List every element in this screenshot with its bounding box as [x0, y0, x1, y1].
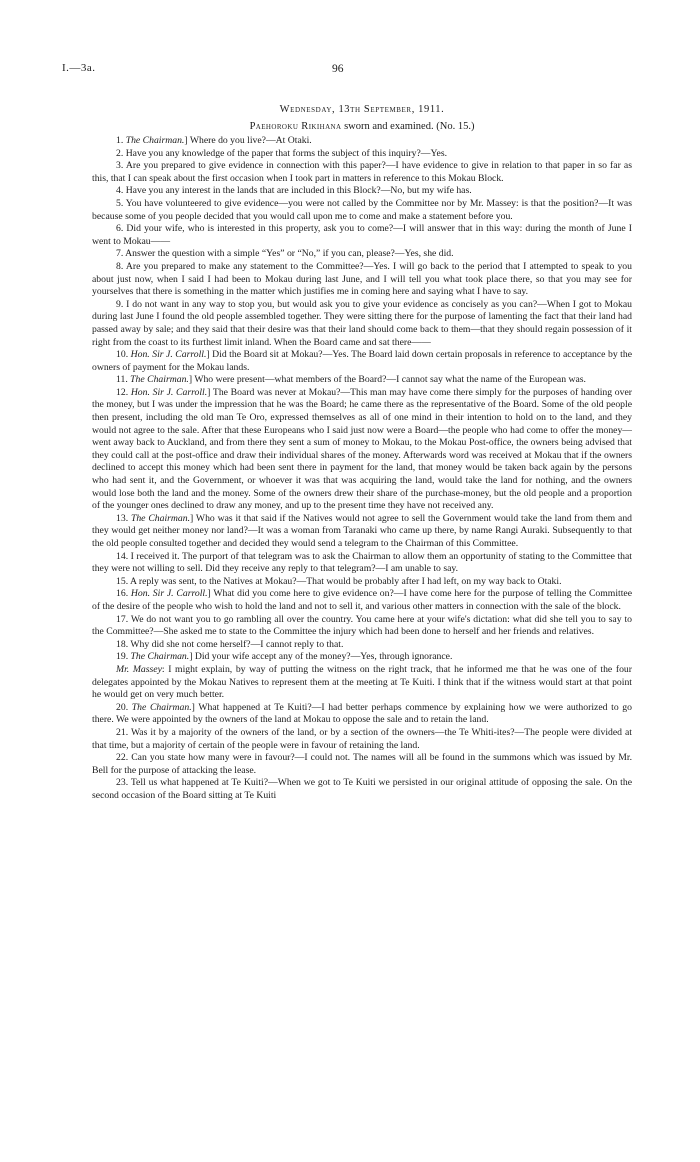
- question-number: 23.: [116, 777, 131, 789]
- question-paragraph: [92, 148, 632, 161]
- question-number: 17.: [116, 613, 131, 625]
- question-number: 20.: [116, 701, 132, 713]
- question-text: Are you prepared to make any statement to the Committee?—Yes. I will go back to the period that I attempted to speak to you about just now, when I said I had been to Mokau during last June, and I will tell you what took place there, so that you may see for yourselves that there is something in the matter which justifies me in coming here and saying what I have to say.: [92, 260, 632, 298]
- question-paragraph: [92, 135, 632, 148]
- question-paragraph: [92, 513, 632, 551]
- question-text: Can you state how many were in favour?—I could not. The names will all be found in the summons which was issued by Mr. Bell for the purpose of attacking the lease.: [92, 752, 633, 776]
- question-text: Answer the question with a simple “Yes” or “No,” if you can, please?—Yes, she did.: [125, 248, 454, 260]
- question-paragraph: [92, 576, 632, 589]
- question-paragraph: [92, 727, 632, 752]
- question-number: 9.: [116, 298, 127, 310]
- question-text: Have you any interest in the lands that are included in this Block?—No, but my wife has.: [125, 185, 472, 197]
- document-reference: I.—3a.: [62, 62, 96, 74]
- question-number: 7.: [116, 248, 126, 260]
- question-number: 3.: [116, 160, 126, 172]
- question-paragraph: [92, 651, 632, 664]
- question-number: 8.: [116, 260, 126, 272]
- question-number: 21.: [116, 726, 131, 738]
- question-paragraph: [92, 198, 632, 223]
- document-body: [92, 103, 632, 802]
- question-paragraph: [92, 664, 632, 702]
- question-number: 10.: [116, 349, 131, 361]
- question-text: Did your wife, who is interested in this property, ask you to come?—I will answer that in this way: during the month of June I went to Mokau——: [92, 223, 633, 247]
- question-text: ] What happened at Te Kuiti?—I had better perhaps commence by explaining how we were authorized to go there. We were appointed by the owners of the land at Mokau to oppose the sale and to retain the land.: [92, 701, 632, 726]
- speaker-name: The Chairman.: [130, 374, 189, 386]
- speaker-name: The Chairman.: [131, 701, 192, 713]
- speaker-name: Hon. Sir J. Carroll.: [130, 386, 208, 398]
- speaker-name: Mr. Massey: [116, 663, 162, 675]
- question-paragraph: [92, 551, 632, 576]
- question-text: I do not want in any way to stop you, but would ask you to give your evidence as concisely as you can?—When I got to Mokau during last June I found the old people assembled together. They were sitting there for the purpose of lamenting the fact that their land had passed away by sale; and they said that their desire was that their land should come back to them—that they should regain possession of it right from the coast to its furthest limit inland. When the Board came and sat there——: [92, 298, 632, 348]
- question-number: 13.: [116, 512, 131, 524]
- page-number: 96: [332, 63, 344, 75]
- question-number: 2.: [116, 147, 126, 159]
- question-number: 16.: [116, 588, 131, 600]
- question-paragraph: [92, 614, 632, 639]
- question-text: ] Did your wife accept any of the money?—Yes, through ignorance.: [189, 651, 453, 663]
- question-paragraph: [92, 702, 632, 727]
- question-text: Are you prepared to give evidence in connection with this paper?—I have evidence to give in relation to that paper in so far as this, that I can speak about the first occasion when I took part in matters in reference to this Mokau Block.: [92, 160, 632, 184]
- witness-sworn-text: sworn and examined.: [341, 121, 434, 132]
- question-number: 14.: [116, 550, 131, 562]
- question-paragraph: [92, 752, 632, 777]
- question-text: ] Who was it that said if the Natives would not agree to sell the Government would take the land from them and they would get neither money nor land?—It was a woman from Taranaki who came up there, by name Rangi Auraki. Subsequently to that the old people consulted together and decided they would send a telegram to the Chairman of this Committee.: [92, 512, 633, 549]
- question-text: ] Where do you live?—At Otaki.: [184, 135, 312, 146]
- question-list: [92, 135, 632, 802]
- question-text: : I might explain, by way of putting the witness on the right track, that he informed me that he was one of the four delegates appointed by the Mokau Natives to represent them at the meeting at Te Kuiti. I think that if the witness would start at that point he would get on very much better.: [92, 663, 632, 701]
- speaker-name: The Chairman.: [130, 512, 191, 524]
- question-text: Was it by a majority of the owners of the land, or by a section of the owners—the Te Whiti-ites?—The people were divided at that time, but a majority of certain of the people were in favour of retaining the land.: [92, 726, 632, 751]
- question-number: 4.: [116, 185, 126, 197]
- witness-heading: [92, 120, 632, 133]
- question-number: 15.: [116, 575, 130, 587]
- question-paragraph: [92, 185, 632, 198]
- question-number: 11.: [116, 374, 131, 386]
- question-paragraph: [92, 639, 632, 652]
- question-number: 19.: [116, 651, 131, 663]
- question-number: 1.: [116, 135, 126, 146]
- question-text: We do not want you to go rambling all over the country. You came here at your wife's dictation: what did she tell you to say to the Committee?—She asked me to state to the Committee the injury which had been done to herself and her friends and relatives.: [92, 613, 632, 638]
- question-text: ] The Board was never at Mokau?—This man may have come there simply for the purposes of handing over the money, but I was under the impression that he was the Board; he came there as the representative of the Board. Some of the old people then present, including the old man Te Oro, expressed themselves as all of one mind in their intention to hold on to the land, and they would not agree to the sale. After that these Europeans who I said just now were a Board—the people who had come to offer the money—went away back to Auckland, and from there they sent a sum of money to Mokau, to the Mokau Post-office, the owners being advised that they could call at the post-office and draw their individual shares of the money. Afterwards word was received at Mokau that if the owners declined to accept this money which had been sent there in payment for the land, that money would be taken back again by the persons who had sent it, and the Government, or whoever it was that was acquiring the land, would take the land for nothing, and the owners would lose both the land and the money. Some of the owners drew their share of the purchase-money, but the old people and a proportion of the younger ones declined to draw any money, and up to the present time they have not received any.: [92, 386, 633, 512]
- speaker-name: Hon. Sir J. Carroll.: [130, 349, 207, 361]
- question-number: 18.: [116, 638, 131, 650]
- question-paragraph: [92, 160, 632, 185]
- question-number: 6.: [116, 223, 127, 235]
- witness-name: Paehoroku Rikihana: [249, 121, 342, 132]
- question-text: Tell us what happened at Te Kuiti?—When we got to Te Kuiti we persisted in our original attitude of opposing the sale. On the second occasion of the Board sitting at Te Kuiti: [92, 777, 632, 801]
- question-paragraph: [92, 261, 632, 299]
- question-paragraph: [92, 588, 632, 613]
- question-paragraph: [92, 299, 632, 349]
- date-heading: Wednesday, 13th September, 1911.: [279, 104, 445, 115]
- speaker-name: The Chairman.: [125, 135, 185, 146]
- witness-number: (No. 15.): [436, 121, 475, 132]
- question-text: A reply was sent, to the Natives at Mokau?—That would be probably after I had left, on my way back to Otaki.: [130, 575, 562, 587]
- question-text: ] What did you come here to give evidence on?—I have come here for the purpose of telling the Committee of the desire of the people who wish to hold the land and not to sell it, and various other matters in connection with the sale of the block.: [92, 588, 632, 612]
- question-text: You have volunteered to give evidence—you were not called by the Committee nor by Mr. Massey: is that the position?—It was because some of you people decided that you would call upon me to come and make a statement before you.: [92, 197, 633, 222]
- question-paragraph: [92, 777, 632, 802]
- question-paragraph: [92, 349, 632, 374]
- question-text: ] Did the Board sit at Mokau?—Yes. The Board laid down certain proposals in reference to acceptance by the owners of payment for the Mokau lands.: [92, 349, 632, 373]
- question-paragraph: [92, 223, 632, 248]
- question-paragraph: [92, 374, 632, 387]
- question-number: 22.: [116, 752, 132, 764]
- speaker-name: The Chairman.: [130, 651, 190, 663]
- question-number: 5.: [116, 197, 126, 209]
- question-paragraph: [92, 387, 632, 513]
- question-text: Why did she not come herself?—I cannot reply to that.: [130, 638, 344, 650]
- question-text: I received it. The purport of that telegram was to ask the Chairman to allow them an opportunity of stating to the Committee that they were not willing to sell. Did they receive any reply to that telegram?—I am unable to say.: [92, 550, 632, 575]
- question-paragraph: [92, 248, 632, 261]
- speaker-name: Hon. Sir J. Carroll.: [130, 588, 208, 600]
- question-text: Have you any knowledge of the paper that forms the subject of this inquiry?—Yes.: [125, 147, 448, 159]
- question-text: ] Who were present—what members of the Board?—I cannot say what the name of the European was.: [188, 374, 586, 386]
- question-number: 12.: [116, 386, 131, 398]
